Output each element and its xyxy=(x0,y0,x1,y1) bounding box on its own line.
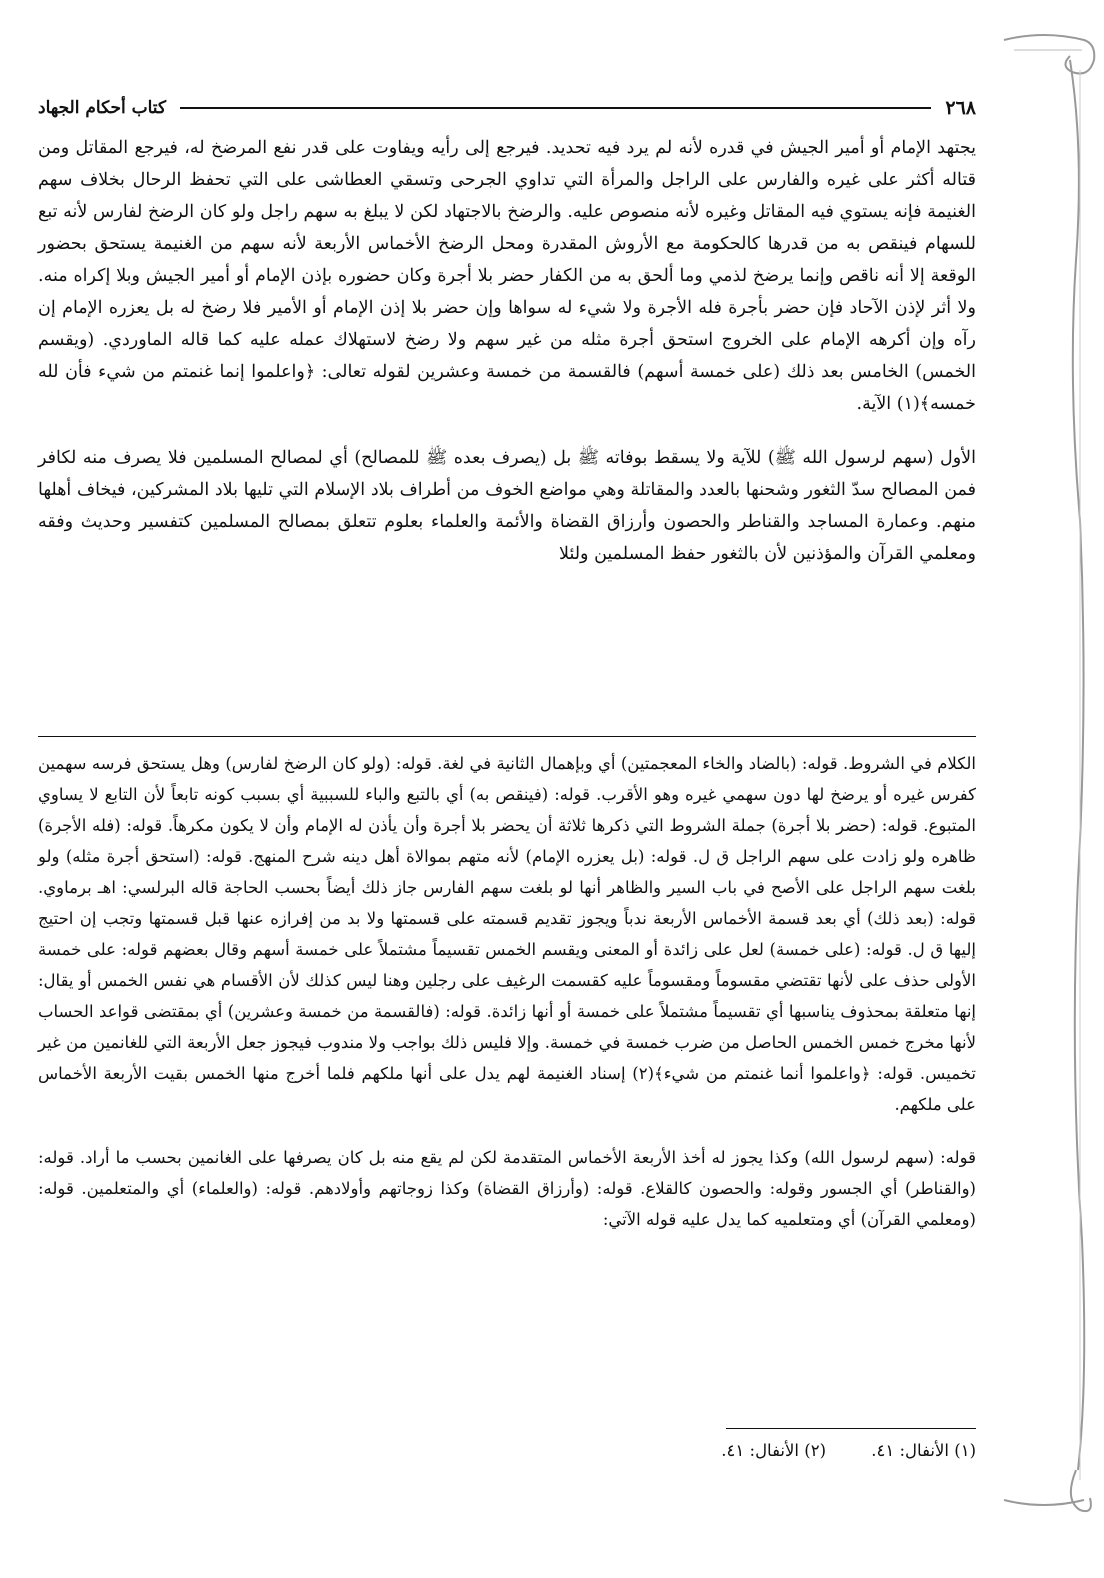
page-header xyxy=(38,90,976,126)
main-text xyxy=(38,132,976,570)
commentary-paragraph: الكلام في الشروط. قوله: (بالضاد والخاء المعجمتين) أي وبإهمال الثانية في لغة. قوله: (ولو كان الرضخ لفارس) وهل يستحق فرسه سهمين كفرس غيره أو يرضخ لها دون سهمي غيره وهو الأقرب. قوله: (فينقص به) أي بالتبع والباء للسببية أي بسبب كونه تابعاً لأن التابع لا يساوي المتبوع. قوله: (حضر بلا أجرة) جملة الشروط التي ذكرها ثلاثة أن يحضر بلا أجرة وأن يأذن له الإمام وأن لا يكون مكرهاً. قوله: (فله الأجرة) ظاهره ولو زادت على سهم الراجل ق ل. قوله: (بل يعزره الإمام) لأنه متهم بموالاة أهل دينه شرح المنهج. قوله: (استحق أجرة مثله) ولو بلغت سهم الراجل على الأصح في باب السير والظاهر أنها لو بلغت سهم الفارس جاز ذلك أيضاً بحسب الحاجة قاله البرلسي: اهـ برماوي. قوله: (بعد ذلك) أي بعد قسمة الأخماس الأربعة ندباً ويجوز تقديم قسمته على قسمتها ولا بد من إفرازه عنها قبل قسمتها وتجب إن احتيج إليها ق ل. قوله: (على خمسة) لعل على زائدة أو المعنى ويقسم الخمس تقسيماً مشتملاً على خمسة أسهم وقال بعضهم قوله: على خمسة الأولى حذف على لأنها تقتضي مقسوماً ومقسوماً عليه كقسمت الرغيف على رجلين وهنا ليس كذلك لأن الأقسام هي نفس الخمس أو يقال: إنها متعلقة بمحذوف يناسبها أي تقسيماً مشتملاً على خمسة أو أنها زائدة. قوله: (فالقسمة من خمسة وعشرين) أي بمقتضى قواعد الحساب لأنها مخرج خمس الخمس الحاصل من ضرب خمسة في خمسة. وإلا فليس ذلك بواجب ولا مندوب فيجوز جعل الأربعة التي للغانمين من غير تخميس. قوله: ﴿واعلموا أنما غنمتم من شيء﴾(٢) إسناد الغنيمة لهم يدل على أنها ملكهم فلما أخرج منها الخمس بقيت الأربعة الأخماس على ملكهم. xyxy=(38,754,976,1114)
main-paragraph: يجتهد الإمام أو أمير الجيش في قدره لأنه لم يرد فيه تحديد. فيرجع إلى رأيه ويفاوت على قدر نفع المرضخ له، فيرجع المقاتل ومن قتاله أكثر على غيره والفارس على الراجل والمرأة التي تداوي الجرحى وتسقي العطاشى على التي تحفظ الرحال بخلاف سهم الغنيمة فإنه يستوي فيه المقاتل وغيره لأنه منصوص عليه. والرضخ بالاجتهاد لكن لا يبلغ به سهم راجل ولو كان الرضخ لفارس لأنه تبع للسهام فينقص به من قدرها كالحكومة مع الأروش المقدرة ومحل الرضخ الأخماس الأربعة لأنه سهم من الغنيمة يستحق بحضور الوقعة إلا أنه ناقص وإنما يرضخ لذمي وما ألحق به من الكفار حضر بلا أجرة وكان حضوره بإذن الإمام أو أمير الجيش وبلا إكراه منه. ولا أثر لإذن الآحاد فإن حضر بأجرة فله الأجرة ولا شيء له سواها وإن حضر بلا إذن الإمام أو الأمير فلا رضخ له بل يعزره الإمام إن رآه وإن أكرهه الإمام على الخروج استحق أجرة مثله من غير سهم ولا رضخ لاستهلاك عمله عليه كما قاله الماوردي. (ويقسم الخمس) الخامس بعد ذلك (على خمسة أسهم) فالقسمة من خمسة وعشرين لقوله تعالى: ﴿واعلموا إنما غنمتم من شيء فأن لله خمسه﴾(١) الآية. xyxy=(38,138,976,414)
header-rule xyxy=(180,107,931,109)
footnote-rule xyxy=(726,1428,976,1429)
commentary-text xyxy=(38,748,976,1235)
decorative-border-icon xyxy=(984,0,1104,1578)
page-number: ٢٦٨ xyxy=(945,97,976,119)
footnote-2: (٢) الأنفال: ٤١. xyxy=(721,1441,827,1460)
commentary-separator xyxy=(38,736,976,737)
book-title: كتاب أحكام الجهاد xyxy=(38,98,167,118)
main-paragraph: الأول (سهم لرسول الله ﷺ) للآية ولا يسقط بوفاته ﷺ بل (يصرف بعده ﷺ للمصالح) أي لمصالح المسلمين فلا يصرف منه لكافر فمن المصالح سدّ الثغور وشحنها بالعدد والمقاتلة وهي مواضع الخوف من أطراف بلاد الإسلام التي تليها بلاد المشركين، فيخاف أهلها منهم. وعمارة المساجد والقناطر والحصون وأرزاق القضاة والأئمة والعلماء بعلوم تتعلق بمصالح المسلمين كتفسير وحديث وفقه ومعلمي القرآن والمؤذنين لأن بالثغور حفظ المسلمين ولئلا xyxy=(38,448,976,564)
footnotes xyxy=(38,1436,976,1466)
footnote-1: (١) الأنفال: ٤١. xyxy=(871,1441,976,1460)
commentary-paragraph: قوله: (سهم لرسول الله) وكذا يجوز له أخذ الأربعة الأخماس المتقدمة لكن لم يقع منه بل كان يصرفها على الغانمين بحسب ما أراد. قوله: (والقناطر) أي الجسور وقوله: والحصون كالقلاع. قوله: (وأرزاق القضاة) وكذا زوجاتهم وأولادهم. قوله: (والعلماء) أي والمتعلمين. قوله: (ومعلمي القرآن) أي ومتعلميه كما يدل عليه قوله الآتي: xyxy=(38,1148,976,1229)
